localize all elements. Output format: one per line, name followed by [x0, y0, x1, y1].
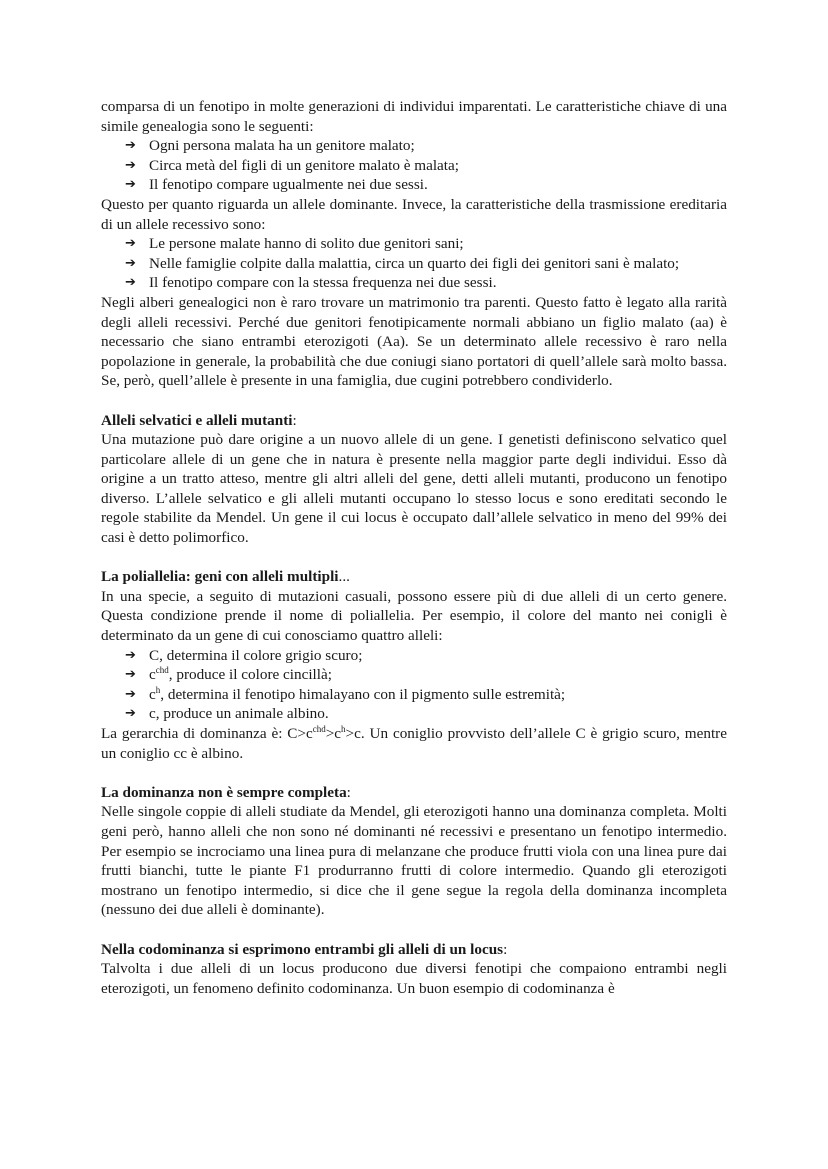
list-item: ➔ Il fenotipo compare ugualmente nei due sessi.	[125, 176, 428, 194]
alleles-list	[101, 646, 727, 724]
list-item: ➔ Ogni persona malata ha un genitore malato;	[125, 137, 415, 155]
section-heading-poliallelia: La poliallelia: geni con alleli multipli...	[101, 568, 350, 586]
list-item: ➔ Nelle famiglie colpite dalla malattia, circa un quarto dei figli dei genitori sani è malato;	[125, 254, 680, 272]
arrow-icon: ➔	[125, 138, 136, 154]
list-item: ➔ Le persone malate hanno di solito due genitori sani;	[125, 235, 464, 253]
closing-paragraph: Negli alberi genealogici non è raro trovare un matrimonio tra parenti. Questo fatto è legato alla rarità degli alleli recessivi. Perché due genitori fenotipicamente normali abbiano un figlio malato (aa) è necessario che siano entrambi eterozigoti (Aa). Se un determinato allele recessivo è raro nella popolazione in generale, la probabilità che due coniugi siano portatori di quell’allele sarà molto bassa. Se, però, quell’allele è presente in una famiglia, due cugini potrebbero condividerlo.	[101, 293, 727, 390]
section-body-selvatici: Una mutazione può dare origine a un nuovo allele di un gene. I genetisti definiscono selvatico quel particolare allele di un gene che in natura è presente nella maggior parte degli individui. Esso dà origine a un tratto atteso, mentre gli altri alleli del gene, detti alleli mutanti, producono un fenotipo diverso. L’allele selvatico e gli alleli mutanti occupano lo stesso locus e sono ereditati secondo le regole stabilite da Mendel. Un gene il cui locus è occupato dall’allele selvatico in meno del 99% dei casi è detto polimorfico.	[101, 431, 727, 547]
section-body-poliallelia: In una specie, a seguito di mutazioni casuali, possono essere più di due alleli di un certo genere. Questa condizione prende il nome di poliallelia. Per esempio, il colore del manto nei conigli è determinato da un gene di cui conosciamo quattro alleli:	[101, 587, 727, 645]
transition-paragraph: Questo per quanto riguarda un allele dominante. Invece, la caratteristiche della trasmissione ereditaria di un allele recessivo sono:	[101, 195, 727, 233]
section-heading-codominanza: Nella codominanza si esprimono entrambi gli alleli di un locus:	[101, 940, 508, 958]
arrow-icon: ➔	[125, 647, 136, 663]
section-body-dominanza: Nelle singole coppie di alleli studiate da Mendel, gli eterozigoti hanno una dominanza completa. Molti geni però, hanno alleli che non sono né dominanti né recessivi e presentano un fenotipo intermedio. Per esempio se incrociamo una linea pura di melanzane che produce frutti viola con una linea pure dai frutti bianchi, tutte le piante F1 produrranno frutti di colore intermedio. Quando gli eterozigoti mostrano un fenotipo intermedio, si dice che il gene segue la regola della dominanza incompleta (nessuno dei due alleli è dominante).	[101, 803, 727, 919]
recessive-traits-list	[101, 234, 727, 293]
section-body-codominanza: Talvolta i due alleli di un locus producono due diversi fenotipi che compaiono entrambi negli eterozigoti, un fenomeno definito codominanza. Un buon esempio di codominanza è	[101, 960, 727, 997]
dominant-traits-list	[101, 136, 727, 195]
dominance-hierarchy-paragraph: La gerarchia di dominanza è: $C>c^{chd}>c^h>c$. Un coniglio provvisto dell’allele C è grigio scuro, mentre un coniglio cc è albino.	[101, 724, 727, 762]
list-item: ➔ $c^{chd}$, produce il colore cincillà;	[125, 665, 332, 684]
list-item: ➔ $c^h$, determina il fenotipo himalayano con il pigmento sulle estremità;	[125, 684, 566, 703]
arrow-icon: ➔	[125, 236, 136, 252]
list-item: ➔ C, determina il colore grigio scuro;	[125, 646, 363, 664]
arrow-icon: ➔	[125, 686, 136, 702]
arrow-icon: ➔	[125, 177, 136, 193]
document-page	[101, 97, 727, 998]
arrow-icon: ➔	[125, 667, 136, 683]
list-item: ➔ Circa metà del figli di un genitore malato è malata;	[125, 156, 459, 174]
arrow-icon: ➔	[125, 706, 136, 722]
arrow-icon: ➔	[125, 255, 136, 271]
section-heading-selvatici: Alleli selvatici e alleli mutanti:	[101, 411, 297, 429]
section-heading-dominanza: La dominanza non è sempre completa:	[101, 783, 351, 801]
arrow-icon: ➔	[125, 157, 136, 173]
list-item: ➔ Il fenotipo compare con la stessa frequenza nei due sessi.	[125, 274, 497, 292]
arrow-icon: ➔	[125, 275, 136, 291]
intro-paragraph: comparsa di un fenotipo in molte generazioni di individui imparentati. Le caratteristiche chiave di una simile genealogia sono le seguenti:	[101, 98, 727, 135]
list-item: ➔ c, produce un animale albino.	[125, 705, 329, 723]
